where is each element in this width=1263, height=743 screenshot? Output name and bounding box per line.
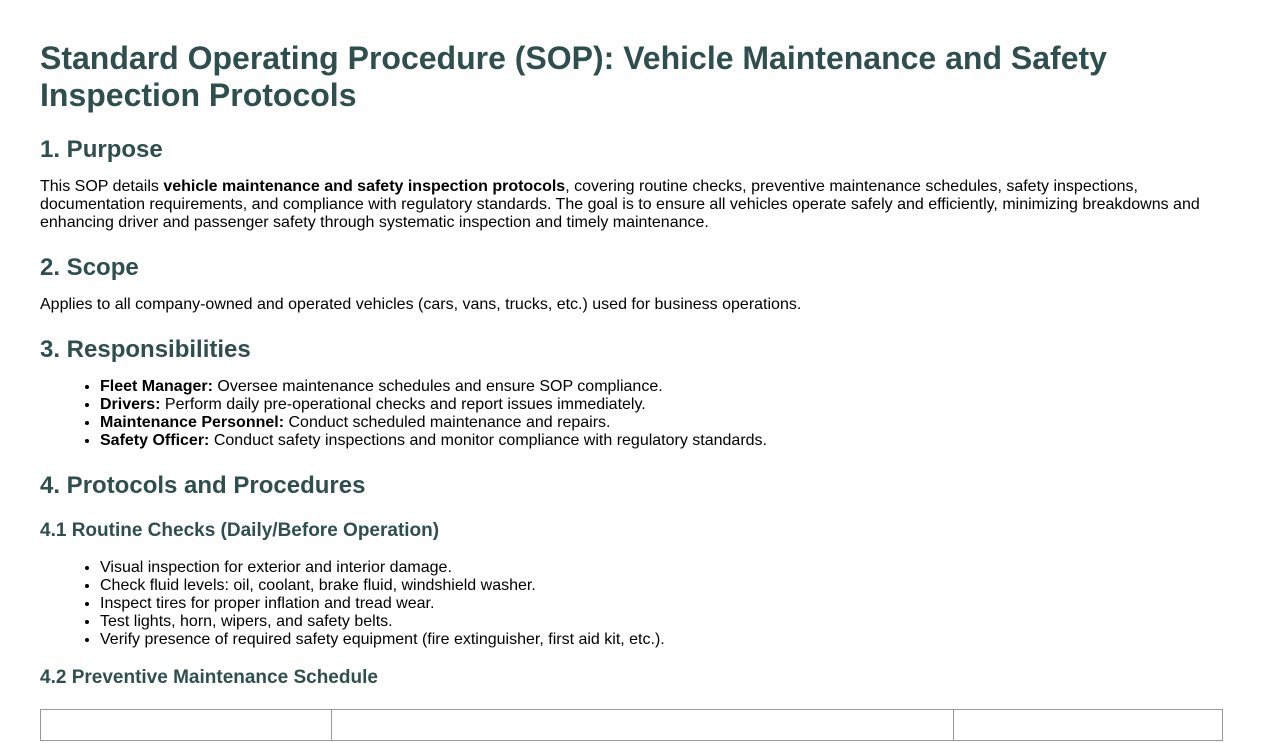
maintenance-schedule-table [40,709,1223,741]
list-item: • Visual inspection for exterior and interior damage. [100,559,1223,577]
list-item [100,396,1223,414]
table-row [41,710,1223,741]
role-label: Drivers: [100,396,161,413]
scope-paragraph: Applies to all company-owned and operated vehicles (cars, vans, trucks, etc.) used for business operations. [40,296,802,313]
page-title: Standard Operating Procedure (SOP): Vehicle Maintenance and Safety Inspection Protocols [40,40,1107,113]
table-cell [954,710,1223,741]
subsection-heading-preventive-maintenance: 4.2 Preventive Maintenance Schedule [40,667,378,688]
role-description: Oversee maintenance schedules and ensure SOP compliance. [212,378,663,395]
list-item: • Verify presence of required safety equipment (fire extinguisher, first aid kit, etc.). [100,631,1223,649]
table-cell [41,710,332,741]
purpose-rest: , covering routine checks, preventive maintenance schedules, safety inspections, documentation requirements, and compliance with regulatory standards. The goal is to ensure all vehicles operate safely and efficiently, minimizing breakdowns and enhancing driver and passenger safety through systematic inspection and timely maintenance. [40,178,1200,231]
list-item: • Inspect tires for proper inflation and tread wear. [100,595,1223,613]
purpose-intro: This SOP details [40,178,164,195]
list-item [100,378,1223,396]
role-description: Conduct safety inspections and monitor compliance with regulatory standards. [209,432,767,449]
purpose-bold: vehicle maintenance and safety inspection protocols [163,178,566,195]
list-item [100,414,1223,432]
section-heading-protocols: 4. Protocols and Procedures [40,472,366,499]
role-description: Conduct scheduled maintenance and repairs. [284,414,611,431]
section-heading-purpose: 1. Purpose [40,136,163,163]
subsection-heading-routine-checks: 4.1 Routine Checks (Daily/Before Operation) [40,520,440,541]
role-label: Safety Officer: [100,432,210,449]
role-label: Fleet Manager: [100,378,213,395]
table-cell [332,710,954,741]
section-heading-scope: 2. Scope [40,254,139,281]
purpose-paragraph [40,178,1223,232]
section-heading-responsibilities: 3. Responsibilities [40,336,251,363]
list-item: • Check fluid levels: oil, coolant, brake fluid, windshield washer. [100,577,1223,595]
responsibilities-list [40,378,1223,450]
routine-checks-list [40,559,1223,649]
list-item: • Test lights, horn, wipers, and safety belts. [100,613,1223,631]
list-item [100,432,1223,450]
role-label: Maintenance Personnel: [100,414,285,431]
role-description: Perform daily pre-operational checks and report issues immediately. [160,396,646,413]
